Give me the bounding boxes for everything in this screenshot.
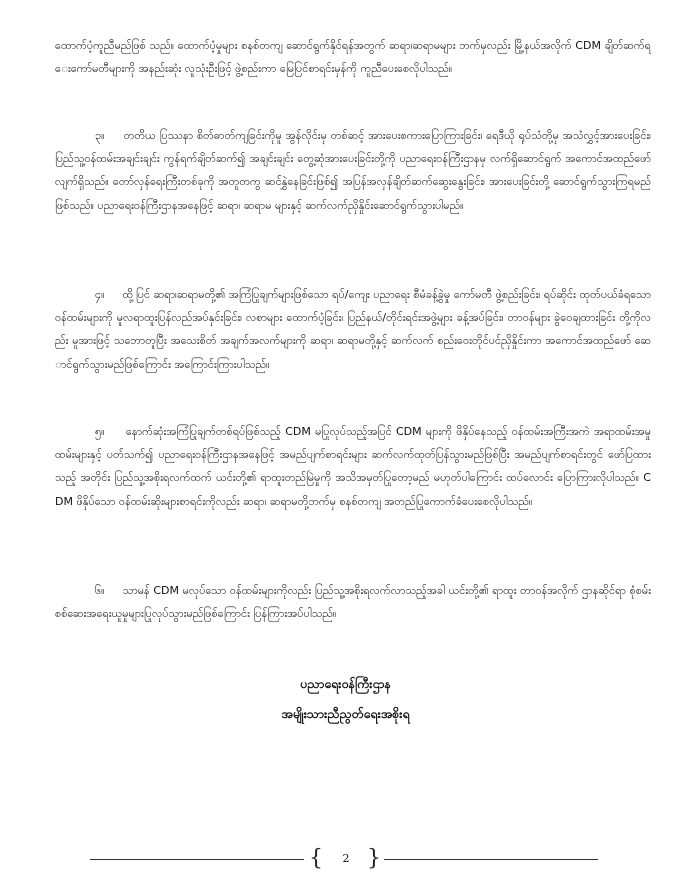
paragraph-number: ၅။ <box>95 425 105 438</box>
paragraph-text: ထို့ပြင် ဆရာ၊ဆရာမတို့၏ အကြံပြုချက်များဖြစ်သော ရပ်/ကျေး ပညာရေး စီမံခန့်ခွဲမှု ကော်မတီ ဖွဲ့စည်းခြင်း၊ ရပ်ဆိုင်း ထုတ်ပယ်ခံရသော ဝန်ထမ်းများကို မူလရာထူးပြန်လည်အပ်နှင်းခြင်း၊ လစာများ ထောက်ပံ့ခြင်း၊ ပြည်နယ်/တိုင်းရင်းအဖွဲ့များ ခန့်အပ်ခြင်း၊ တာဝန်များ ခွဲဝေချထားခြင်း တို့ကိုလည်း မူအားဖြင့် သဘောတူပြီး အသေးစိတ် အချက်အလက်များကို ဆရာ၊ ဆရာမတို့နှင့် ဆက်လက် စည်းဝေးတိုင်ပင်ညှိနှိုင်းကာ အကောင်အထည်ဖော် ဆောင်ရွက်သွားမည်ဖြစ်ကြောင်း အကြောင်းကြားပါသည်။ <box>55 288 651 371</box>
footer-brace-right: } <box>367 846 381 871</box>
signature-ministry: ပညာရေးဝန်ကြီးဌာန <box>299 676 392 691</box>
paragraph-number: ၆။ <box>95 584 105 597</box>
paragraph-5 <box>55 420 651 559</box>
paragraph-text: ထောက်ပံ့ကူညီမည်ဖြစ် သည်။ ထောက်ပံ့မှုများ စနစ်တကျ ဆောင်ရွက်နိုင်ရန်အတွက် ဆရာ၊ဆရာမများ ဘက်မှလည်း မြို့နယ်အလိုက် CDM ချိတ်ဆက်ရေးကော်မတီများကို အနည်းဆုံး လူသုံးဦးဖြင့် ဖွဲ့စည်းကာ မြေပြင်စာရင်းမှန်ကို ကူညီပေးစေလိုပါသည်။ <box>55 39 651 76</box>
paragraph-continuation <box>55 34 651 104</box>
footer-rule-right <box>384 859 598 860</box>
signature-government: အမျိုးသားညီညွတ်ရေးအစိုးရ <box>281 706 410 721</box>
paragraph-text: နောက်ဆုံးအကြံပြုချက်တစ်ရပ်ဖြစ်သည့် CDM မပြုလုပ်သည့်အပြင် CDM များကို ဖိနှိပ်နေသည့် ဝန်ထမ်းအကြီးအကဲ အရာထမ်းအမှုထမ်းများနှင့် ပတ်သက်၍ ပညာရေးဝန်ကြီးဌာနအနေဖြင့် အမည်ပျက်စာရင်းများ ဆက်လက်ထုတ်ပြန်သွားမည်ဖြစ်ပြီး အမည်ပျက်စာရင်းတွင် ဖော်ပြထားသည့် အတိုင်း ပြည်သူ့အစိုးရလက်ထက် ယင်းတို့၏ ရာထူးတည်မြဲမှုကို အသိအမှတ်ပြုတော့မည် မဟုတ်ပါကြောင်း ထပ်လောင်း ပြောကြားလိုပါသည်။ CDM ဖိနှိပ်သော ဝန်ထမ်းဆိုးများစာရင်းကိုလည်း ဆရာ၊ ဆရာမတို့ဘက်မှ စနစ်တကျ အတည်ပြုကောက်ခံပေးစေလိုပါသည်။ <box>55 425 651 508</box>
paragraph-6 <box>55 579 651 626</box>
paragraph-number: ၄။ <box>95 288 105 301</box>
footer-brace-left: { <box>309 846 323 871</box>
paragraph-number: ၃။ <box>95 129 105 142</box>
paragraph-text: သာမန် CDM မလုပ်သော ဝန်ထမ်းများကိုလည်း ပြည်သူ့အစိုးရလက်လာသည့်အခါ ယင်းတို့၏ ရာထူး တာဝန်အလိုက် ဌာနဆိုင်ရာ စုံစမ်းစစ်ဆေးအရေးယူမှုများပြုလုပ်သွားမည်ဖြစ်ကြောင်း ပြန်ကြားအပ်ပါသည်။ <box>55 584 651 621</box>
footer-rule-left <box>90 859 304 860</box>
paragraph-3 <box>55 124 651 263</box>
paragraph-4 <box>55 283 651 399</box>
paragraph-text: တတိယ ပြဿနာ စိတ်ဓာတ်ကျခြင်းကိုမူ အွန်လိုင်းမှ တစ်ဆင့် အားပေးစကားပြောကြားခြင်း၊ ရေဒီယို ရုပ်သံတို့မှ အသံလွှင့်အားပေးခြင်း၊ ပြည်သူ့ဝန်ထမ်းအချင်းချင်း ကွန်ရက်ချိတ်ဆက်၍ အချင်းချင်း တွေ့ဆုံအားပေးခြင်းတို့ကို ပညာရေးဝန်ကြီးဌာနမှ လက်ရှိဆောင်ရွက် အကောင်အထည်ဖော်လျက်ရှိသည်။ တော်လှန်ရေးကြီးတစ်ခုကို အတူတကွ ဆင်နွှဲနေခြင်းဖြစ်၍ အပြန်အလှန်ချိတ်ဆက်ဆွေးနွေးခြင်း၊ အားပေးခြင်းတို့ ဆောင်ရွက်သွားကြရမည်ဖြစ်သည်။ ပညာရေးဝန်ကြီးဌာနအနေဖြင့် ဆရာ၊ ဆရာမ များနှင့် ဆက်လက်ညှိနှိုင်းဆောင်ရွက်သွားပါမည်။ <box>55 129 651 212</box>
page-number: 2 <box>342 852 350 865</box>
